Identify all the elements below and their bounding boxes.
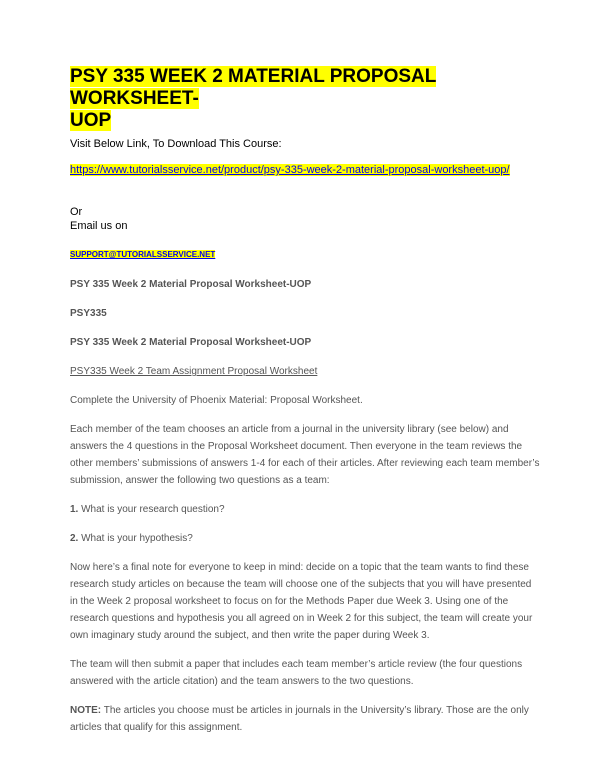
support-email-wrapper: [70, 244, 540, 262]
document-page: [70, 66, 540, 736]
email-label: Email us on: [70, 220, 128, 232]
assignment-link-para: [70, 363, 540, 380]
support-email-link[interactable]: SUPPORT@TUTORIALSSERVICE.NET: [70, 250, 216, 259]
q1-number: 1.: [70, 504, 79, 515]
course-link[interactable]: https://www.tutorialsservice.net/product/psy-335-week-2-material-proposal-worksheet-uop/: [70, 164, 510, 176]
heading-3: PSY 335 Week 2 Material Proposal Worksheet-UOP: [70, 337, 312, 348]
visit-text: Visit Below Link, To Download This Course:: [70, 138, 282, 150]
para-complete: Complete the University of Phoenix Material: Proposal Worksheet.: [70, 395, 363, 406]
title-line-1: PSY 335 WEEK 2 MATERIAL PROPOSAL WORKSHEET-: [70, 66, 437, 109]
para-each-member: Each member of the team chooses an article from a journal in the university library (see below) and answers the 4 questions in the Proposal Worksheet document. Then everyone in the team reviews the other members’ submissions of answers 1-4 for each of their articles. After reviewing each team member’s submission, answer the following two questions as a team:: [70, 424, 540, 486]
q2-text: What is your hypothesis?: [78, 533, 193, 544]
or-text: Or: [70, 206, 83, 218]
page-title: [70, 66, 540, 132]
heading-1: PSY 335 Week 2 Material Proposal Worksheet-UOP: [70, 279, 312, 290]
para-submit: The team will then submit a paper that includes each team member’s article review (the four questions answered with the article citation) and the team answers to the two questions.: [70, 659, 523, 687]
note-para: [70, 702, 540, 736]
assignment-link[interactable]: PSY335 Week 2 Team Assignment Proposal Worksheet: [70, 366, 318, 377]
question-2: [70, 530, 540, 547]
title-line-2: UOP: [70, 110, 112, 131]
note-text: The articles you choose must be articles in journals in the University’s library. Those are the only articles that qualify for this assignment.: [70, 705, 529, 733]
question-1: [70, 501, 540, 518]
para-final-note: Now here’s a final note for everyone to keep in mind: decide on a topic that the team wants to find these research study articles on because the team will choose one of the subjects that you will have presented in the Week 2 proposal worksheet to focus on for the Methods Paper due Week 3. Using one of the research questions and hypothesis you all agreed on in Week 2 for this subject, the team will create your own imaginary study around the subject, and then write the paper during Week 3.: [70, 562, 533, 641]
q2-number: 2.: [70, 533, 79, 544]
note-label: NOTE:: [70, 705, 102, 716]
q1-text: What is your research question?: [78, 504, 225, 515]
heading-2: PSY335: [70, 308, 107, 319]
course-link-wrapper: [70, 160, 540, 178]
